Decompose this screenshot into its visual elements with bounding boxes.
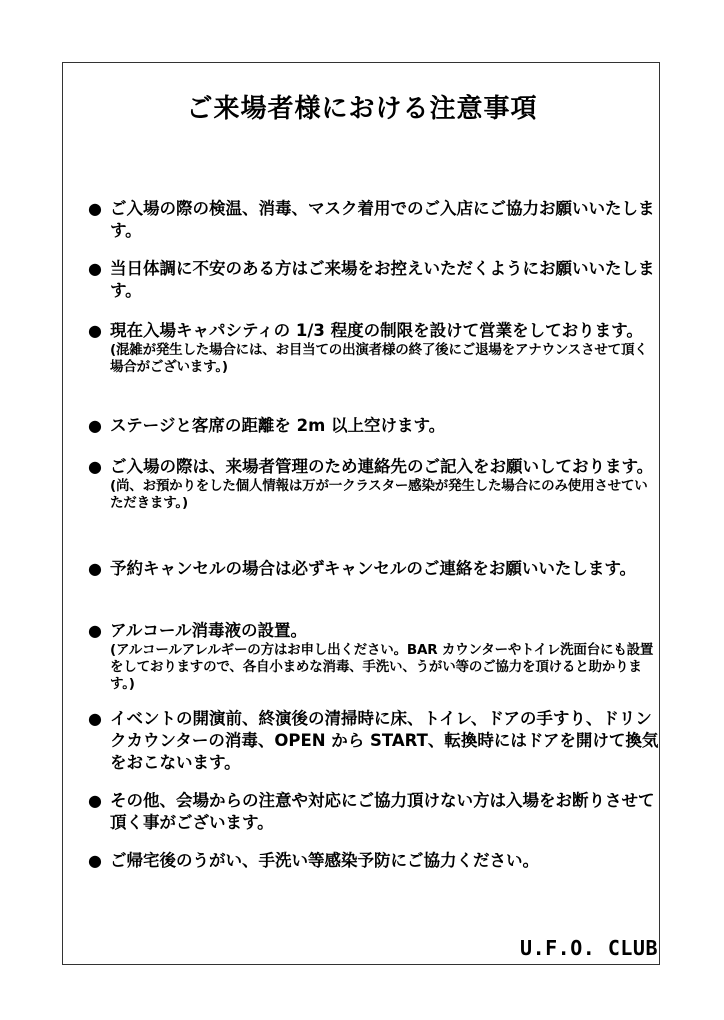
notice-text: ご入場の際は、来場者管理のため連絡先のご記入をお願いしております。 (110, 457, 654, 476)
bullet-icon: ● (88, 621, 102, 640)
notice-item-4 (88, 415, 660, 437)
notice-subtext: (アルコールアレルギーの方はお申し出ください。BAR カウンターやトイレ洗面台にも設置をしておりますので、各自小まめな消毒、手洗い、うがい等のご協力を頂けると助かります。) (110, 642, 654, 692)
bullet-icon: ● (88, 851, 102, 870)
venue-name: U.F.O. CLUB (520, 936, 658, 960)
notice-text: ステージと客席の距離を 2m 以上空けます。 (110, 416, 446, 435)
bullet-icon: ● (88, 791, 102, 810)
bullet-icon: ● (88, 559, 102, 578)
notice-text: アルコール消毒液の設置。 (110, 621, 308, 640)
notice-item-7 (88, 620, 660, 693)
notice-text: その他、会場からの注意や対応にご協力頂けない方は入場をお断りさせて頂く事がございます。 (110, 791, 655, 832)
bullet-icon: ● (88, 457, 102, 476)
bullet-icon: ● (88, 259, 102, 278)
notice-item-6 (88, 558, 660, 580)
bullet-icon: ● (88, 416, 102, 435)
notice-item-5 (88, 456, 660, 512)
notice-subtext: (混雑が発生した場合には、お目当ての出演者様の終了後にご退場をアナウンスさせて頂く場合がございます。) (110, 342, 648, 375)
bullet-icon: ● (88, 709, 102, 728)
bullet-icon: ● (88, 199, 102, 218)
notice-subtext: (尚、お預かりをした個人情報は万が一クラスター感染が発生した場合にのみ使用させていただきます。) (110, 478, 648, 511)
notice-text: 現在入場キャパシティの 1/3 程度の制限を設けて営業をしております。 (110, 321, 643, 340)
notice-item-10 (88, 850, 660, 872)
notice-item-2 (88, 258, 660, 302)
page-title: ご来場者様における注意事項 (186, 94, 538, 124)
notice-text: ご帰宅後のうがい、手洗い等感染予防にご協力ください。 (110, 851, 539, 870)
notice-item-8 (88, 708, 660, 774)
notice-item-3 (88, 320, 660, 376)
notice-text: ご入場の際の検温、消毒、マスク着用でのご入店にご協力お願いいたします。 (110, 199, 655, 240)
notice-text: 予約キャンセルの場合は必ずキャンセルのご連絡をお願いいたします。 (110, 559, 637, 578)
notice-text: 当日体調に不安のある方はご来場をお控えいただくようにお願いいたします。 (110, 259, 655, 300)
notice-item-1 (88, 198, 660, 242)
bullet-icon: ● (88, 321, 102, 340)
notice-text: イベントの開演前、終演後の清掃時に床、トイレ、ドアの手すり、ドリンクカウンターの消毒、OPEN から START、転換時にはドアを開けて換気をおこないます。 (110, 709, 659, 772)
notice-item-9 (88, 790, 660, 834)
